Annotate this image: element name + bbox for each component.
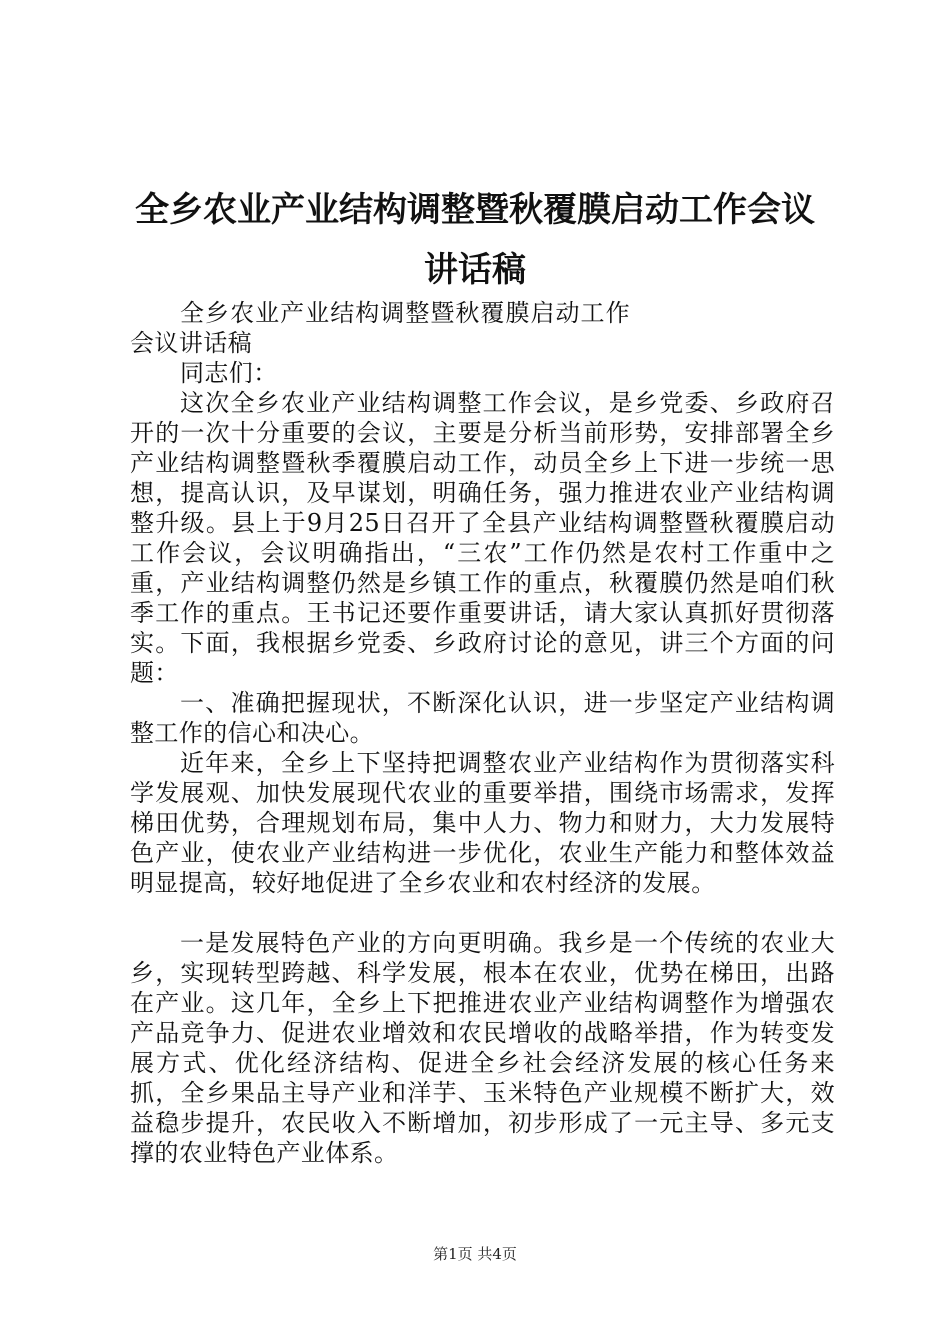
paragraph-point-one: 一是发展特色产业的方向更明确。我乡是一个传统的农业大乡，实现转型跨越、科学发展，根本在农业，优势在梯田，出路在产业。这几年，全乡上下把推进农业产业结构调整作为增强农产品竞争力、促进农业增效和农民增收的战略举措，作为转变发展方式、优化经济结构、促进全乡社会经济发展的核心任务来抓，全乡果品主导产业和洋芋、玉米特色产业规模不断扩大，效益稳步提升，农民收入不断增加，初步形成了一元主导、多元支撑的农业特色产业体系。	[130, 929, 835, 1167]
page-footer: 第1页 共4页	[433, 1245, 517, 1263]
paragraph-recent-years: 近年来，全乡上下坚持把调整农业产业结构作为贯彻落实科学发展观、加快发展现代农业的重要举措，围绕市场需求，发挥梯田优势，合理规划布局，集中人力、物力和财力，大力发展特色产业，使农业产业结构进一步优化，农业生产能力和整体效益明显提高，较好地促进了全乡农业和农村经济的发展。	[130, 749, 835, 897]
document-title-line-1: 全乡农业产业结构调整暨秋覆膜启动工作会议	[135, 190, 815, 230]
salutation: 同志们：	[180, 359, 278, 387]
paragraph-gap	[130, 898, 835, 928]
document-title-line-2: 讲话稿	[424, 250, 526, 290]
section-heading-1: 一、准确把握现状，不断深化认识，进一步坚定产业结构调整工作的信心和决心。	[130, 689, 835, 747]
paragraph-intro: 这次全乡农业产业结构调整工作会议，是乡党委、乡政府召开的一次十分重要的会议，主要是分析当前形势，安排部署全乡产业结构调整暨秋季覆膜启动工作，动员全乡上下进一步统一思想，提高认识，及早谋划，明确任务，强力推进农业产业结构调整升级。县上于9月25日召开了全县产业结构调整暨秋覆膜启动工作会议，会议明确指出，“三农”工作仍然是农村工作重中之重，产业结构调整仍然是乡镇工作的重点，秋覆膜仍然是咱们秋季工作的重点。王书记还要作重要讲话，请大家认真抓好贯彻落实。下面，我根据乡党委、乡政府讨论的意见，讲三个方面的问题：	[130, 389, 835, 687]
subtitle-paragraph: 全乡农业产业结构调整暨秋覆膜启动工作会议讲话稿	[130, 299, 630, 357]
document-body	[130, 298, 835, 1168]
